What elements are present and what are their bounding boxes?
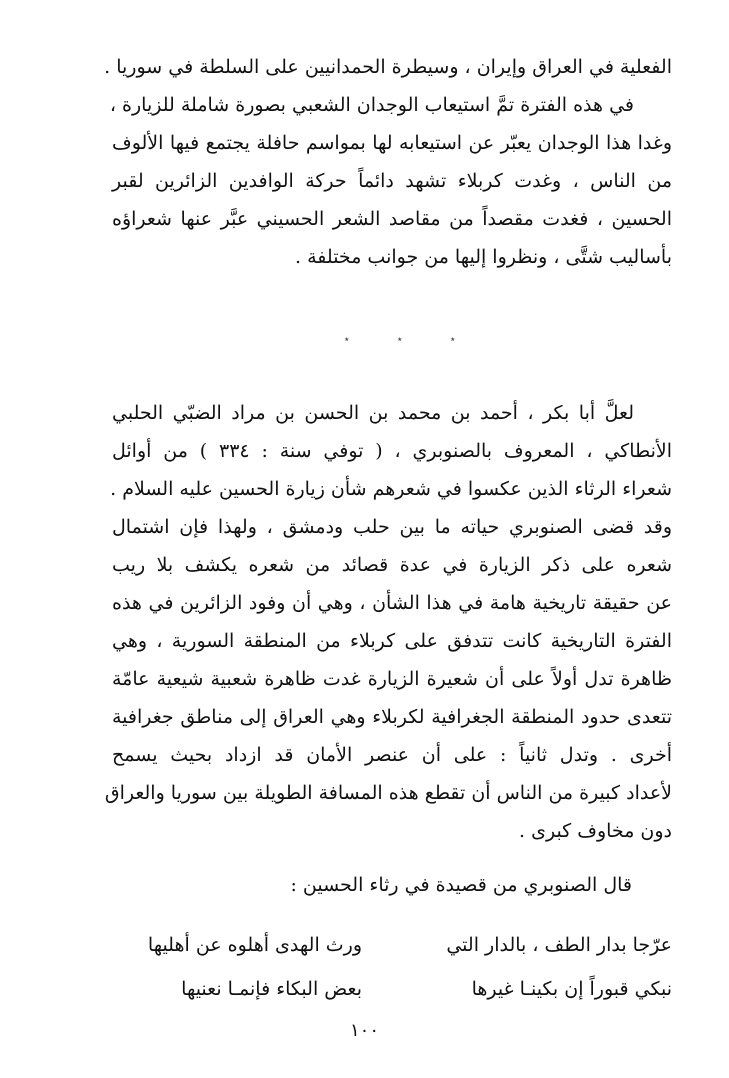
text-line: لعلَّ أبا بكر ، أحمد بن محمد بن الحسن بن مراد الضبّي الحلبي <box>112 402 634 424</box>
verse-first-hemistich: عرّجا بدار الطف ، بالدار التي <box>446 934 672 956</box>
text-line: الفعلية في العراق وإيران ، وسيطرة الحمدانيين على السلطة في سوريا . <box>104 56 672 78</box>
text-line: دون مخاوف كبرى . <box>519 820 672 842</box>
text-line: في هذه الفترة تمَّ استيعاب الوجدان الشعبي بصورة شاملة للزيارة ، <box>109 94 634 116</box>
section-separator <box>0 330 729 354</box>
text-line: لأعداد كبيرة من الناس أن تقطع هذه المسافة الطويلة بين سوريا والعراق <box>104 782 672 804</box>
separator-star-icon: ٭ <box>397 334 403 345</box>
poem-intro: قال الصنوبري من قصيدة في رثاء الحسين : <box>290 874 632 896</box>
text-line: أخرى . وتدل ثانياً : على أن عنصر الأمان قد ازداد بحيث يسمح <box>112 744 672 766</box>
text-line: وغدا هذا الوجدان يعبّر عن استيعابه لها بمواسم حافلة يجتمع فيها الألوف <box>112 132 672 154</box>
text-line: شعره على ذكر الزيارة في عدة قصائد من شعره يكشف بلا ريب <box>112 554 672 576</box>
text-line: وقد قضى الصنوبري حياته ما بين حلب ودمشق ، ولهذا فإن اشتمال <box>112 516 672 538</box>
poem-verse <box>112 970 672 1008</box>
text-line: الأنطاكي ، المعروف بالصنوبري ، ( توفي سنة : ٣٣٤ ) من أوائل <box>112 440 672 462</box>
separator-star-icon: ٭ <box>344 334 350 345</box>
text-line: الفترة التاريخية كانت تتدفق على كربلاء من المنطقة السورية ، وهي <box>112 630 672 652</box>
verse-second-hemistich: بعض البكاء فإنمـا نعنيها <box>181 978 362 1000</box>
text-line: شعراء الرثاء الذين عكسوا في شعرهم شأن زيارة الحسين عليه السلام . <box>110 478 672 500</box>
text-line: من الناس ، وغدت كربلاء تشهد دائماً حركة الوافدين الزائرين لقبر <box>112 170 672 192</box>
text-line: تتعدى حدود المنطقة الجغرافية لكربلاء وهي العراق إلى مناطق جغرافية <box>112 706 672 728</box>
text-line: الحسين ، فغدت مقصداً من مقاصد الشعر الحسيني عبَّر عنها شعراؤه <box>112 208 672 230</box>
text-line: بأساليب شتَّى ، ونظروا إليها من جوانب مختلفة . <box>295 246 672 268</box>
paragraph-sanawbari <box>104 394 672 850</box>
page-number: ١٠٠ <box>349 1020 379 1041</box>
text-line: ظاهرة تدل أولاً على أن شعيرة الزيارة غدت ظاهرة شعبية شيعية عامّة <box>112 668 672 690</box>
verse-second-hemistich: ورث الهدى أهلوه عن أهليها <box>147 934 362 956</box>
text-line: عن حقيقة تاريخية هامة في هذا الشأن ، وهي أن وفود الزائرين في هذه <box>112 592 672 614</box>
paragraph-opening <box>104 48 672 276</box>
separator-star-icon: ٭ <box>450 334 456 345</box>
verse-first-hemistich: نبكي قبوراً إن بكينـا غيرها <box>471 978 672 1000</box>
poem-verse <box>112 926 672 964</box>
